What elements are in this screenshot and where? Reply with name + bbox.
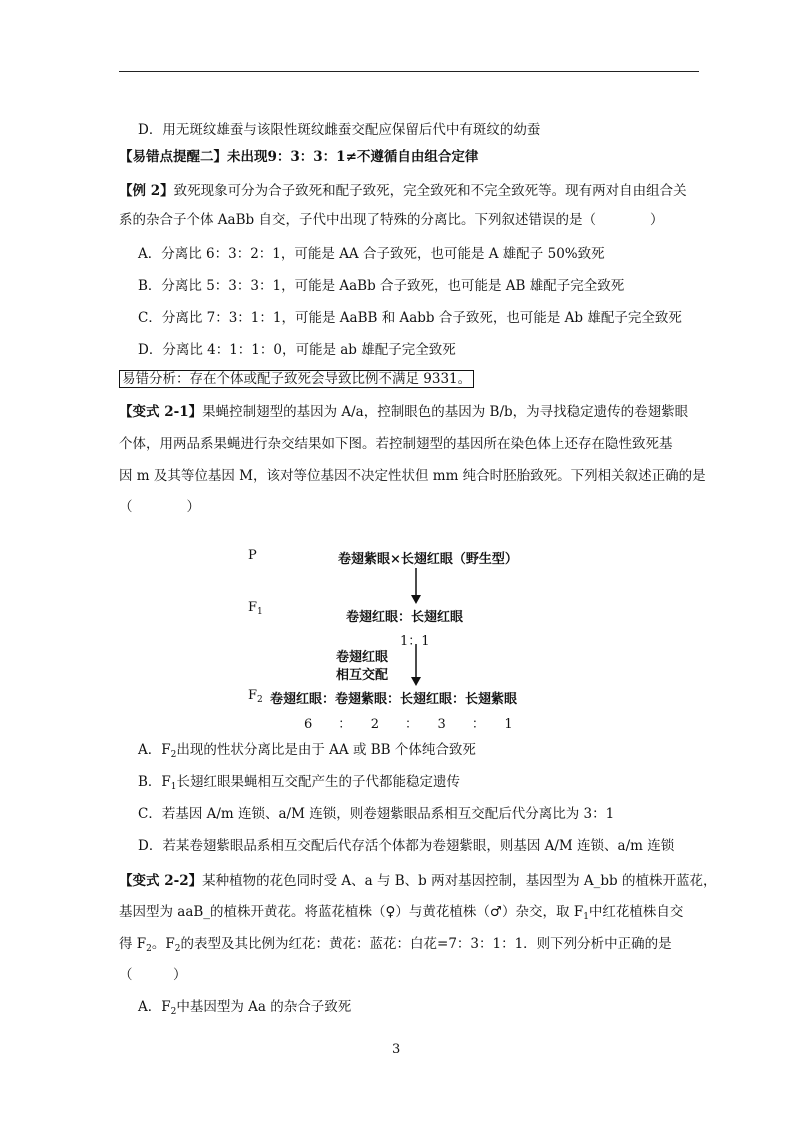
variant-2-1-line-1 [119,403,688,421]
example-2-line-2: 系的杂合子个体 AaBb 自交，子代中出现了特殊的分离比。下列叙述错误的是（ ） [119,212,664,228]
p-cross-text: 卷翅紫眼×长翅红眼（野生型） [338,552,518,567]
example-2-option-b: B．分离比 5：3：3：1，可能是 AaBb 合子致死，也可能是 AB 雄配子完全致死 [138,278,625,294]
option-b-prefix: B．F [138,774,171,790]
v22-line2-sub: 1 [583,912,589,922]
arrow-down-icon [410,568,422,604]
cross-diagram [240,540,580,735]
analysis-row [119,370,474,388]
example-2-option-c: C．分离比 7：3：1：1，可能是 AaBB 和 Aabb 合子致死，也可能是 Ab 雄配子完全致死 [138,310,682,326]
v22-option-a-prefix: A．F [138,999,171,1015]
variant-2-2-line-1 [119,872,716,890]
option-a-text: 出现的性状分离比是由于 AA 或 BB 个体纯合致死 [176,742,476,758]
f1-phenotypes: 卷翅红眼：长翅红眼 [346,610,464,625]
generation-f2-label [248,688,263,705]
v22-line3-b: 。F [151,936,175,952]
example-2-line-1 [119,182,687,200]
variant-2-2-tag: 【变式 2-2】 [119,873,203,889]
v22-line3-a: 得 F [119,936,147,952]
v22-line2-pre: 基因型为 aaB_的植株开黄花。将蓝花植株（♀）与黄花植株（♂）杂交，取 F [119,904,584,920]
v22-option-a-subscript: 2 [170,1007,177,1017]
variant-2-1-text: 果蝇控制翅型的基因为 A/a，控制眼色的基因为 B/b，为寻找稳定遗传的卷翅紫眼 [202,404,689,420]
generation-f1-label [248,600,263,617]
f2-subscript: 2 [257,695,263,705]
v22-line2-post: 中红花植株自交 [588,904,684,920]
variant-2-1-option-c: C．若基因 A/m 连锁、a/M 连锁，则卷翅紫眼品系相互交配后代分离比为 3：1 [138,806,615,822]
page-number: 3 [392,1042,401,1057]
f1-letter: F [248,600,258,615]
variant-2-1-line-4: （ ） [119,499,200,515]
variant-2-1-tag: 【变式 2-1】 [119,404,203,420]
f1-ratio: 1：1 [400,634,430,649]
variant-2-2-line-2 [119,903,683,926]
option-d-previous: D．用无斑纹雄蚕与该限性斑纹雌蚕交配应保留后代中有斑纹的幼蚕 [138,122,541,138]
v22-line3-sub2: 2 [174,944,181,954]
variant-2-1-option-d: D．若某卷翅紫眼品系相互交配后代存活个体都为卷翅紫眼，则基因 A/M 连锁、a/m 连锁 [138,838,675,854]
variant-2-2-text: 某种植物的花色同时受 A、a 与 B、b 两对基因控制，基因型为 A_bb 的植株开蓝花， [202,873,717,889]
variant-2-2-line-3 [119,935,672,958]
example-2-tag: 【例 2】 [119,183,174,199]
mating-note-line-2: 相互交配 [336,668,389,683]
example-2-option-a: A．分离比 6：3：2：1，可能是 AA 合子致死，也可能是 A 雄配子 50%致死 [138,246,605,262]
example-2-text: 致死现象可分为合子致死和配子致死，完全致死和不完全致死等。现有两对自由组合关 [173,183,687,199]
f2-ratio: 6 ： 2 ： 3 ： 1 [304,717,513,732]
f2-letter: F [248,688,258,703]
arrow-down-icon [410,644,422,686]
variant-2-2-line-4: （ ） [119,967,187,983]
variant-2-2-option-a [138,998,351,1021]
error-analysis-box: 易错分析：存在个体或配子致死会导致比例不满足 9331。 [119,370,474,388]
variant-2-1-line-3: 因 m 及其等位基因 M，该对等位基因不决定性状但 mm 纯合时胚胎致死。下列相关叙述正确的是 [119,468,706,484]
option-a-prefix: A．F [138,742,171,758]
generation-p-label: P [248,548,257,563]
option-b-subscript: 1 [170,782,177,792]
tip-2-title: 【易错点提醒二】未出现9：3：3：1≠不遵循自由组合定律 [119,149,479,165]
f2-phenotypes: 卷翅红眼：卷翅紫眼：长翅红眼：长翅紫眼 [270,692,518,707]
option-a-subscript: 2 [170,750,177,760]
variant-2-1-line-2: 个体，用两品系果蝇进行杂交结果如下图。若控制翅型的基因所在染色体上还存在隐性致死基 [119,436,673,452]
v22-line3-c: 的表型及其比例为红花：黄花：蓝花：白花=7：3：1：1．则下列分析中正确的是 [180,936,672,952]
v22-option-a-text: 中基因型为 Aa 的杂合子致死 [176,999,352,1015]
option-b-text: 长翅红眼果蝇相互交配产生的子代都能稳定遗传 [176,774,461,790]
v22-line3-sub1: 2 [146,944,152,954]
variant-2-1-option-b [138,773,460,796]
header-rule [119,71,699,72]
example-2-option-d: D．分离比 4：1：1：0，可能是 ab 雄配子完全致死 [138,342,456,358]
mating-note-line-1: 卷翅红眼 [336,650,389,665]
variant-2-1-option-a [138,741,476,764]
f1-subscript: 1 [257,607,263,617]
